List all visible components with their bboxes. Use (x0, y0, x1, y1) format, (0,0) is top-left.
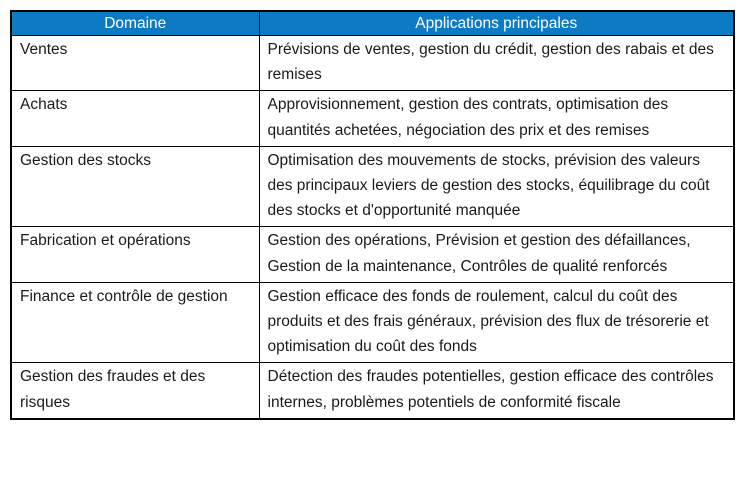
applications-cell: Détection des fraudes potentielles, gestion efficace des contrôles internes, problèmes potentiels de conformité fiscale (259, 363, 734, 419)
table-row (11, 227, 734, 282)
table-body (11, 36, 734, 419)
table-row (11, 146, 734, 227)
header-row (11, 11, 734, 36)
applications-cell: Gestion des opérations, Prévision et gestion des défaillances, Gestion de la maintenance, Contrôles de qualité renforcés (259, 227, 734, 282)
applications-cell: Optimisation des mouvements de stocks, prévision des valeurs des principaux leviers de gestion des stocks, équilibrage du coût des stocks et d'opportunité manquée (259, 146, 734, 227)
header-domaine: Domaine (11, 11, 259, 36)
domain-cell: Fabrication et opérations (11, 227, 259, 282)
domain-applications-table (10, 10, 735, 420)
table-row (11, 363, 734, 419)
table-row (11, 91, 734, 146)
domain-cell: Gestion des fraudes et des risques (11, 363, 259, 419)
domain-cell: Finance et contrôle de gestion (11, 282, 259, 363)
applications-cell: Approvisionnement, gestion des contrats, optimisation des quantités achetées, négociation des prix et des remises (259, 91, 734, 146)
domain-cell: Achats (11, 91, 259, 146)
applications-cell: Gestion efficace des fonds de roulement, calcul du coût des produits et des frais généraux, prévision des flux de trésorerie et optimisation du coût des fonds (259, 282, 734, 363)
applications-cell: Prévisions de ventes, gestion du crédit, gestion des rabais et des remises (259, 36, 734, 91)
table-row (11, 282, 734, 363)
table-row (11, 36, 734, 91)
domain-cell: Gestion des stocks (11, 146, 259, 227)
domain-cell: Ventes (11, 36, 259, 91)
header-applications: Applications principales (259, 11, 734, 36)
table-header (11, 11, 734, 36)
